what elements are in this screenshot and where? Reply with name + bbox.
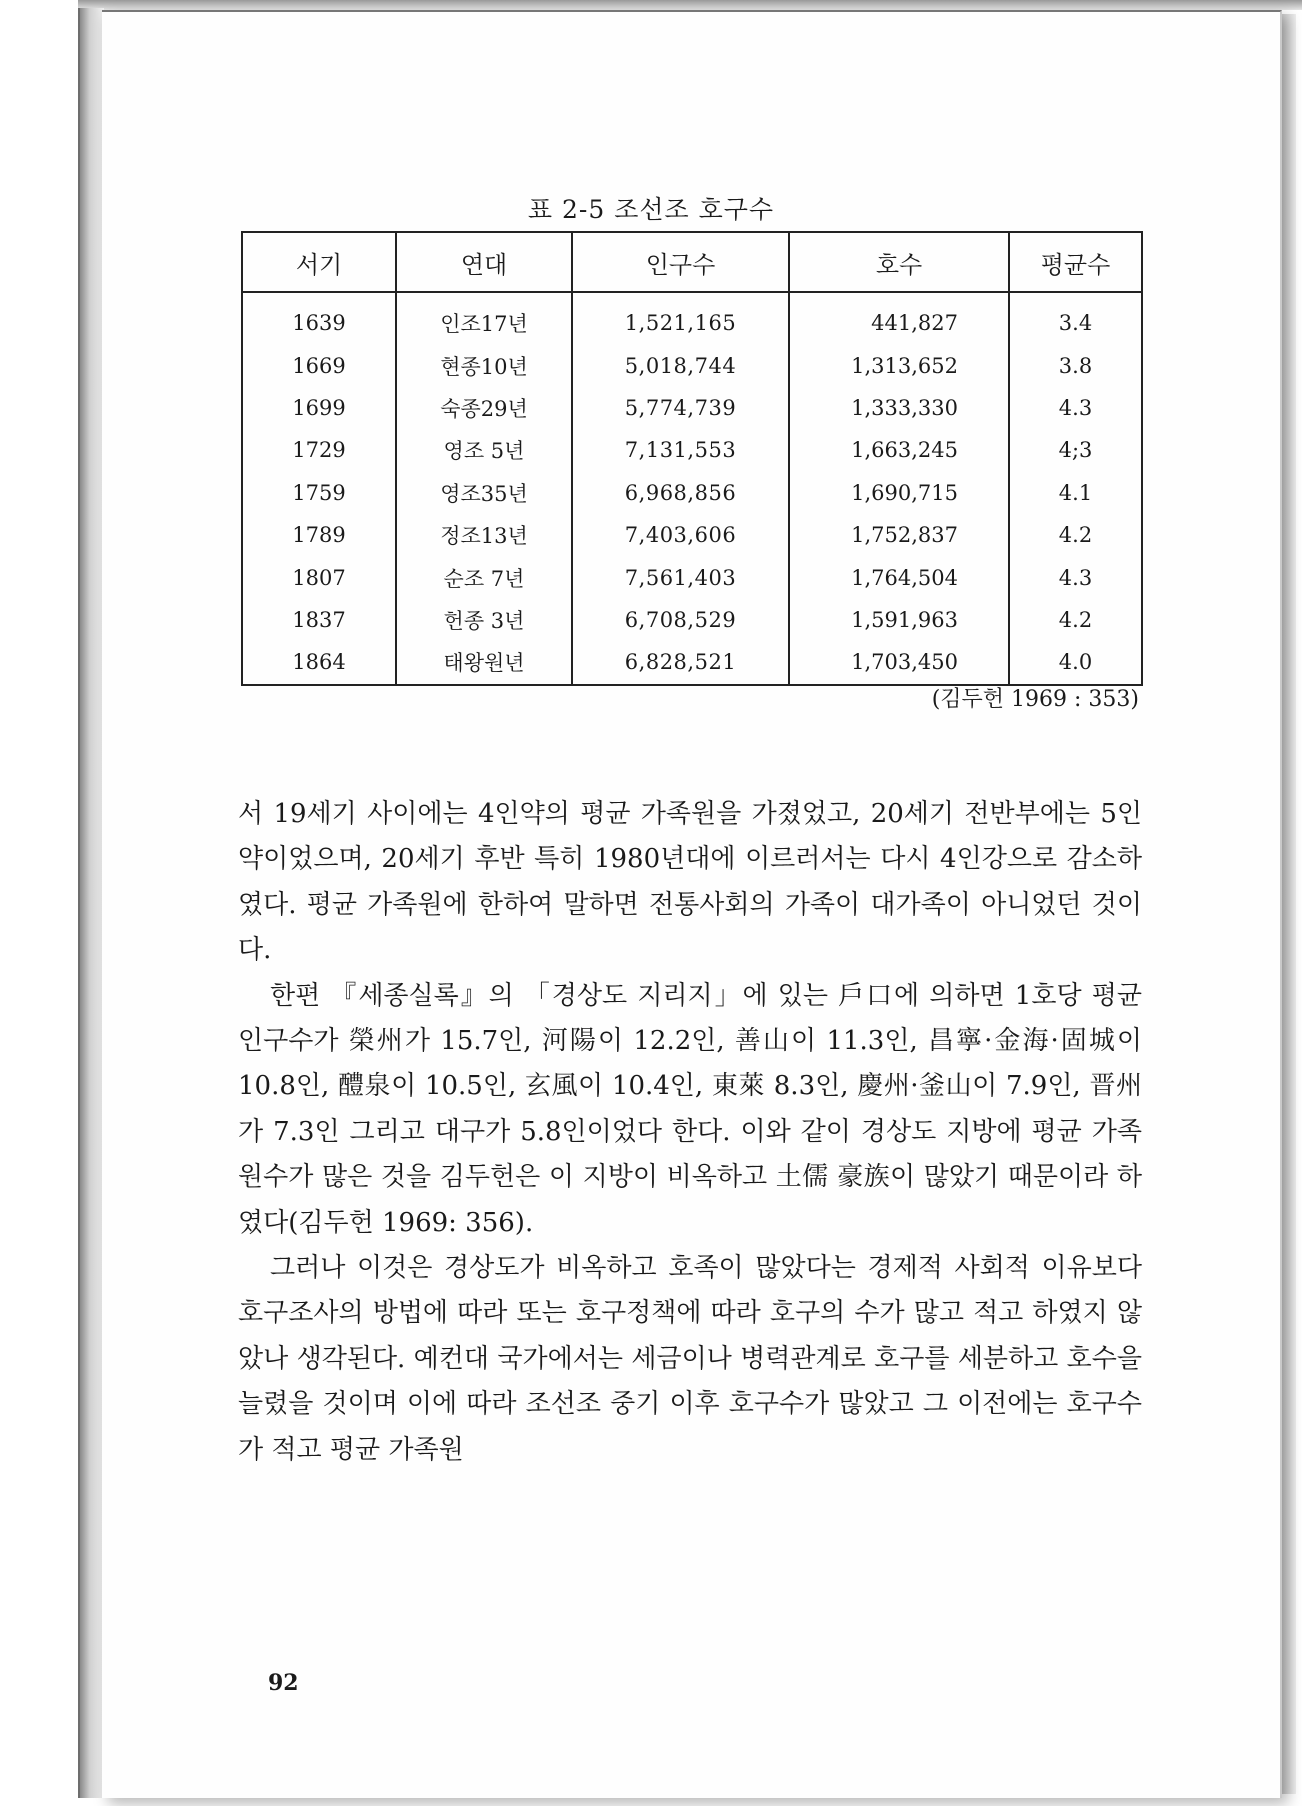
table-cell: 6,968,856: [572, 472, 789, 514]
table-cell: 1789: [242, 514, 396, 556]
table-cell: 헌종 3년: [396, 599, 572, 641]
paragraph: 그러나 이것은 경상도가 비옥하고 호족이 많았다는 경제적 사회적 이유보다 호구조사의 방법에 따라 또는 호구정책에 따라 호구의 수가 많고 적고 하였지 않았나 생각된다. 예컨대 국가에서는 세금이나 병력관계로 호구를 세분하고 호수을 늘렸을 것이며 이에 따라 조선조 중기 이후 호구수가 많았고 그 이전에는 호구수가 적고 평균 가족원: [238, 1253, 1142, 1465]
table-cell: 1,521,165: [572, 292, 789, 344]
table-cell: 7,131,553: [572, 429, 789, 471]
table-cell: 6,708,529: [572, 599, 789, 641]
table-header-row: [242, 232, 1142, 292]
table-cell: 1,333,330: [789, 387, 1009, 429]
household-table: [241, 231, 1143, 686]
table-cell: 4.2: [1058, 523, 1093, 548]
table-row: [242, 472, 1142, 514]
table-cell: 1729: [242, 429, 396, 471]
table-cell: 1,313,652: [789, 344, 1009, 386]
table-row: [242, 387, 1142, 429]
table-cell: 1639: [242, 292, 396, 344]
book-edge-top: [78, 0, 1302, 10]
header-year: 서기: [242, 232, 396, 292]
table-cell: 1,764,504: [789, 556, 1009, 598]
book-edge-right: [1280, 14, 1296, 1794]
header-households: 호수: [789, 232, 1009, 292]
table-source: (김두헌 1969 : 353): [931, 687, 1139, 712]
table-row: [242, 556, 1142, 598]
table-cell: 1864: [242, 641, 396, 684]
paragraph: 한편 『세종실록』의 「경상도 지리지」에 있는 戶口에 의하면 1호당 평균 인구수가 榮州가 15.7인, 河陽이 12.2인, 善山이 11.3인, 昌寧·金海·固城이 10.8인, 醴泉이 10.5인, 玄風이 10.4인, 東萊 8.3인, 慶州·釜山이 7.9인, 晋州가 7.3인 그리고 대구가 5.8인이었다 한다. 이와 같이 경상도 지방에 평균 가족원수가 많은 것을 김두헌은 이 지방이 비옥하고 土儒 豪族이 많았기 때문이라 하였다(김두헌 1969: 356).: [238, 980, 1142, 1238]
table-row: [242, 344, 1142, 386]
table-cell: 5,018,744: [572, 344, 789, 386]
table-cell: 1669: [242, 344, 396, 386]
table-cell: 1,752,837: [789, 514, 1009, 556]
book-edge-left: [78, 8, 104, 1798]
table-row: [242, 641, 1142, 684]
table-cell: 4.3: [1058, 565, 1093, 590]
table-cell: 순조 7년: [396, 556, 572, 598]
table-cell: 1699: [242, 387, 396, 429]
table-cell: 영조35년: [396, 472, 572, 514]
table-cell: 1837: [242, 599, 396, 641]
table-cell: 1,663,245: [789, 429, 1009, 471]
table-cell: 4.0: [1058, 650, 1093, 675]
table-cell: 1,703,450: [789, 641, 1009, 684]
table-cell: 1807: [242, 556, 396, 598]
table-cell: 태왕원년: [396, 641, 572, 684]
table-row: [242, 429, 1142, 471]
page-number: 92: [268, 1670, 299, 1696]
table-cell: 1,690,715: [789, 472, 1009, 514]
header-era: 연대: [396, 232, 572, 292]
table-cell: 정조13년: [396, 514, 572, 556]
table-cell: 4.3: [1058, 395, 1093, 420]
paragraph: 서 19세기 사이에는 4인약의 평균 가족원을 가졌었고, 20세기 전반부에는 5인약이었으며, 20세기 후반 특히 1980년대에 이르러서는 다시 4인강으로 감소하였다. 평균 가족원에 한하여 말하면 전통사회의 가족이 대가족이 아니었던 것이다.: [238, 799, 1143, 966]
table-cell: 4;3: [1058, 438, 1093, 463]
table-cell: 6,828,521: [572, 641, 789, 684]
table-cell: 3.4: [1058, 311, 1093, 336]
table-row: [242, 514, 1142, 556]
table-row: [242, 599, 1142, 641]
table-row: [242, 292, 1142, 344]
table-cell: 1759: [242, 472, 396, 514]
table-cell: 5,774,739: [572, 387, 789, 429]
header-average: 평균수: [1009, 232, 1142, 292]
table-cell: 4.2: [1058, 607, 1093, 632]
table-cell: 숙종29년: [396, 387, 572, 429]
table-cell: 현종10년: [396, 344, 572, 386]
table-cell: 인조17년: [396, 292, 572, 344]
table-title: 표 2-5 조선조 호구수: [527, 195, 775, 224]
table-cell: 1,591,963: [789, 599, 1009, 641]
table-cell: 7,403,606: [572, 514, 789, 556]
table-cell: 4.1: [1058, 480, 1093, 505]
table-cell: 441,827: [789, 292, 1009, 344]
table-cell: 영조 5년: [396, 429, 572, 471]
body-text: [238, 792, 1142, 1473]
table-cell: 7,561,403: [572, 556, 789, 598]
table-cell: 3.8: [1058, 353, 1093, 378]
header-population: 인구수: [572, 232, 789, 292]
